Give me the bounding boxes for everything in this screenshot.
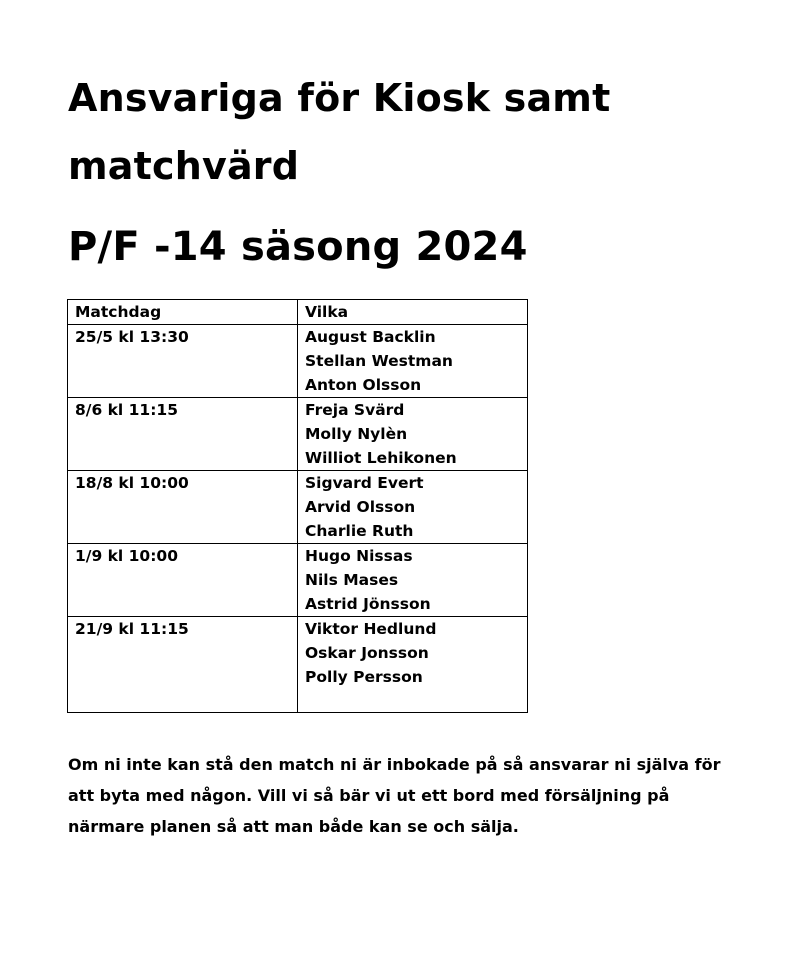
matchday-cell: 21/9 kl 11:15 (68, 617, 298, 713)
table-row (68, 617, 528, 713)
matchday-cell: 8/6 kl 11:15 (68, 398, 298, 471)
person-name: Stellan Westman (305, 352, 453, 370)
person-name: Anton Olsson (305, 376, 422, 394)
matchday-cell: 1/9 kl 10:00 (68, 544, 298, 617)
table-header-row (68, 300, 528, 325)
names-cell (298, 398, 528, 471)
page-subtitle: P/F -14 säsong 2024 (68, 224, 528, 270)
person-name: Oskar Jonsson (305, 644, 429, 662)
person-name: Polly Persson (305, 668, 423, 686)
table-row (68, 471, 528, 544)
schedule-table (67, 299, 528, 713)
table-row (68, 325, 528, 398)
person-name: Arvid Olsson (305, 498, 416, 516)
person-name: August Backlin (305, 328, 436, 346)
person-name: Hugo Nissas (305, 547, 413, 565)
names-cell (298, 544, 528, 617)
names-cell (298, 471, 528, 544)
info-note: Om ni inte kan stå den match ni är inbokade på så ansvarar ni själva för att byta med någon. Vill vi så bär vi ut ett bord med försäljning på närmare planen så att man både kan se och sälja. (68, 755, 721, 836)
names-cell (298, 617, 528, 713)
matchday-cell: 25/5 kl 13:30 (68, 325, 298, 398)
names-cell (298, 325, 528, 398)
person-name: Molly Nylèn (305, 425, 408, 443)
matchday-cell: 18/8 kl 10:00 (68, 471, 298, 544)
person-name: Sigvard Evert (305, 474, 424, 492)
column-header-matchday: Matchdag (68, 300, 298, 325)
table-row (68, 544, 528, 617)
person-name: Freja Svärd (305, 401, 405, 419)
page-title-line-1: Ansvariga för Kiosk samt (68, 76, 611, 120)
person-name: Viktor Hedlund (305, 620, 437, 638)
page-title-line-2: matchvärd (68, 144, 300, 188)
person-name: Astrid Jönsson (305, 595, 431, 613)
person-name: Charlie Ruth (305, 522, 414, 540)
column-header-who: Vilka (298, 300, 528, 325)
table-row (68, 398, 528, 471)
person-name: Nils Mases (305, 571, 399, 589)
person-name: Williot Lehikonen (305, 449, 457, 467)
